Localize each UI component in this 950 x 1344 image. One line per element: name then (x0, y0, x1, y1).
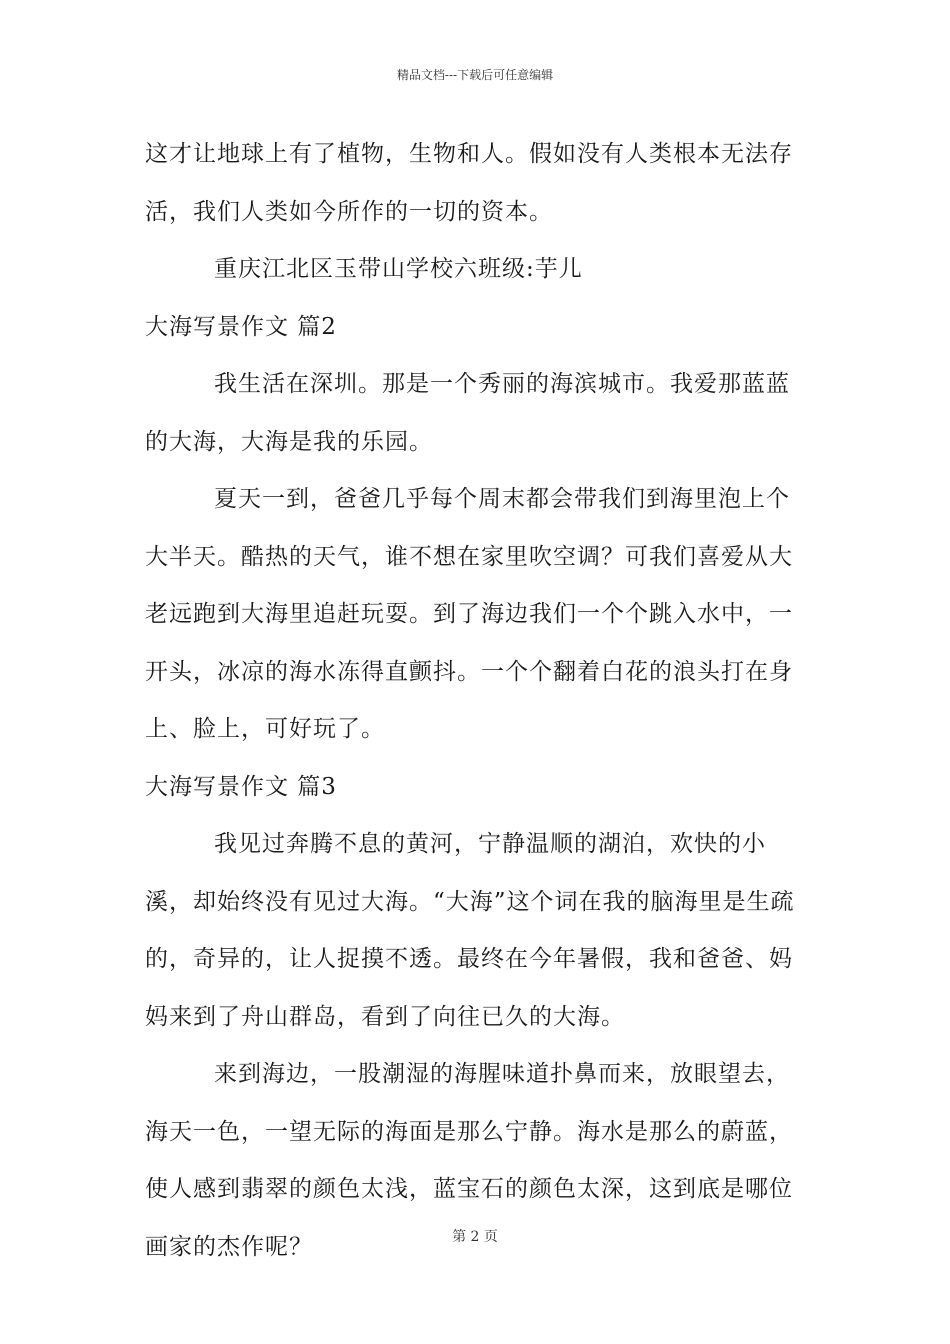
page-number: 第 2 页 (452, 1229, 498, 1245)
author-line: 重庆江北区玉带山学校六班级:芋儿 (214, 256, 583, 282)
section-heading-3: 大海写景作文 篇3 (145, 773, 337, 800)
section-heading-2: 大海写景作文 篇2 (145, 313, 337, 340)
paragraph: 来到海边，一股潮湿的海腥味道扑鼻而来，放眼望去，海天一色，一望无际的海面是那么宁静。海水是那么的蔚蓝，使人感到翡翠的颜色太浅，蓝宝石的颜色太深，这到底是哪位画家的杰作呢？ (145, 1061, 793, 1260)
paragraph: 我见过奔腾不息的黄河，宁静温顺的湖泊，欢快的小溪，却始终没有见过大海。“大海”这个词在我的脑海里是生疏的，奇异的，让人捉摸不透。最终在今年暑假，我和爸爸、妈妈来到了舟山群岛，看到了向往已久的大海。 (145, 831, 795, 1030)
document-body (145, 126, 810, 1276)
paragraph: 夏天一到，爸爸几乎每个周末都会带我们到海里泡上个大半天。酷热的天气，谁不想在家里吹空调？可我们喜爱从大老远跑到大海里追赶玩耍。到了海边我们一个个跳入水中，一开头，冰凉的海水冻得直颤抖。一个个翻着白花的浪头打在身上、脸上，可好玩了。 (145, 486, 793, 742)
page-header: 精品文档---下载后可任意编辑 (396, 68, 554, 82)
paragraph: 我生活在深圳。那是一个秀丽的海滨城市。我爱那蓝蓝的大海，大海是我的乐园。 (145, 371, 790, 455)
paragraph-continuation: 这才让地球上有了植物，生物和人。假如没有人类根本无法存活，我们人类如今所作的一切的资本。 (145, 141, 793, 225)
